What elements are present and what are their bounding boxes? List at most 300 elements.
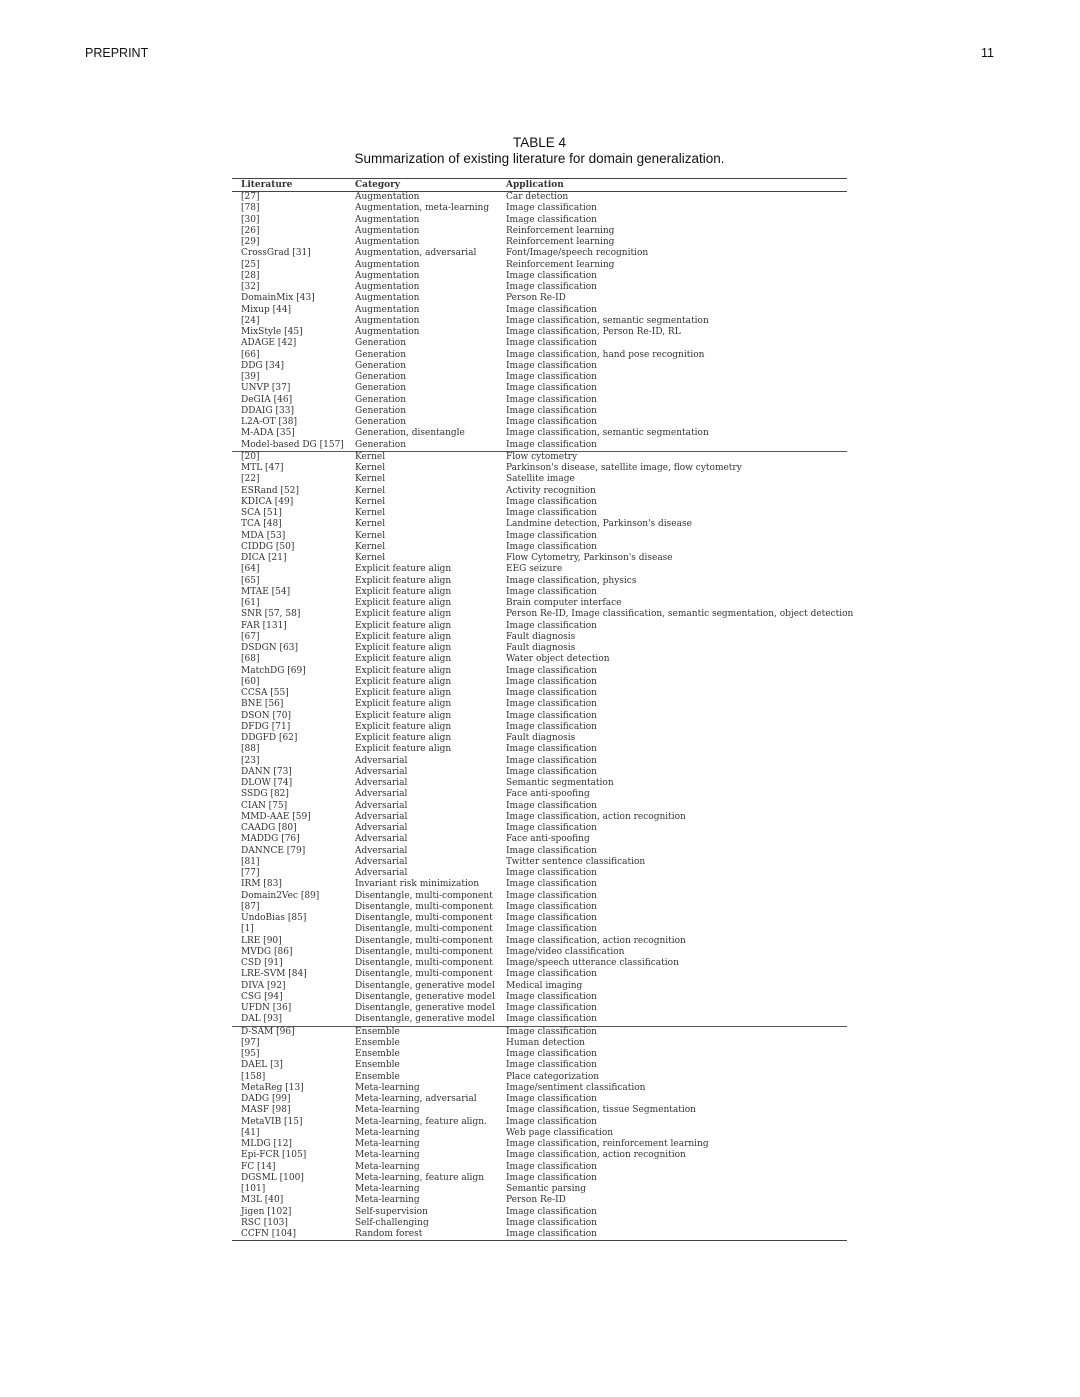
cell-literature: Domain2Vec [89] [241, 890, 320, 901]
cell-category: Meta-learning, feature align [355, 1172, 484, 1183]
table-row [232, 711, 847, 722]
cell-application: Image classification [506, 1049, 597, 1059]
cell-literature: [64] [241, 564, 260, 575]
cell-application: Twitter sentence classification [506, 856, 646, 867]
cell-literature: [29] [241, 237, 260, 247]
cell-application: Image classification [506, 338, 597, 349]
cell-literature: [41] [241, 1127, 260, 1138]
cell-application: Image classification [506, 372, 597, 382]
cell-literature: [87] [241, 901, 260, 912]
cell-application: Reinforcement learning [506, 259, 615, 270]
cell-application: Place categorization [506, 1071, 600, 1082]
cell-application: Image classification [506, 439, 597, 450]
cell-category: Adversarial [355, 811, 408, 822]
cell-application: Image classification, tissue Segmentation [506, 1105, 696, 1116]
cell-category: Generation [355, 439, 407, 450]
cell-application: Image classification [506, 913, 597, 923]
cell-literature: [25] [241, 259, 260, 270]
cell-category: Explicit feature align [355, 699, 452, 710]
cell-category: Kernel [355, 463, 386, 473]
cell-application: Image classification [506, 879, 597, 890]
cell-category: Augmentation [355, 304, 420, 315]
table-row [232, 879, 847, 890]
cell-application: Car detection [506, 192, 569, 202]
cell-literature: [24] [241, 315, 260, 326]
cell-literature: DANNCE [79] [241, 845, 306, 856]
cell-category: Explicit feature align [355, 586, 452, 597]
cell-application: Image classification [506, 1161, 597, 1172]
cell-category: Kernel [355, 541, 386, 552]
cell-application: Image classification [506, 721, 597, 732]
table-row [232, 1003, 847, 1014]
cell-literature: TCA [48] [241, 519, 282, 530]
table-row [232, 531, 847, 542]
cell-category: Meta-learning [355, 1195, 420, 1206]
cell-literature: [66] [241, 349, 260, 360]
cell-application: Image classification [506, 744, 597, 755]
cell-category: Disentangle, generative model [355, 991, 495, 1002]
cell-literature: [60] [241, 676, 260, 687]
table-row [232, 1229, 847, 1240]
cell-category: Generation [355, 349, 407, 360]
table-caption: Summarization of existing literature for domain generalization. [354, 151, 725, 166]
table-row [232, 1105, 847, 1116]
cell-literature: DAL [93] [241, 1014, 283, 1025]
cell-category: Self-supervision [355, 1206, 428, 1217]
cell-application: Fault diagnosis [506, 631, 576, 642]
cell-category: Explicit feature align [355, 631, 452, 642]
cell-literature: DDGFD [62] [241, 733, 298, 743]
cell-application: Person Re-ID, Image classification, semantic segmentation, object detection [506, 609, 854, 620]
cell-literature: [26] [241, 225, 260, 236]
table-row [232, 226, 847, 237]
cell-category: Disentangle, multi-component [355, 935, 493, 946]
cell-category: Random forest [355, 1229, 423, 1239]
cell-category: Augmentation [355, 259, 420, 270]
table-row [232, 474, 847, 485]
cell-application: Image classification [506, 890, 597, 901]
cell-category: Meta-learning, adversarial [355, 1094, 477, 1104]
table-row [232, 576, 847, 587]
cell-application: Image classification [506, 282, 597, 292]
table-row [232, 1195, 847, 1206]
cell-literature: DDG [34] [241, 360, 284, 371]
cell-category: Disentangle, multi-component [355, 913, 493, 923]
cell-literature: BNE [56] [241, 699, 284, 710]
cell-literature: [88] [241, 744, 260, 755]
cell-literature: [61] [241, 598, 260, 608]
cell-application: Image classification [506, 541, 597, 552]
cell-category: Augmentation [355, 225, 420, 236]
cell-category: Explicit feature align [355, 654, 452, 665]
cell-application: Brain computer interface [506, 598, 622, 608]
table-row [232, 891, 847, 902]
cell-application: Image classification [506, 688, 597, 698]
cell-application: Image/video classification [506, 946, 625, 957]
cell-literature: [28] [241, 270, 260, 281]
cell-literature: LRE [90] [241, 935, 282, 946]
cell-literature: MDA [53] [241, 530, 286, 541]
table-row [232, 428, 847, 439]
cell-category: Kernel [355, 474, 386, 485]
cell-application: Image/sentiment classification [506, 1082, 646, 1093]
table-row [232, 215, 847, 226]
cell-application: Image classification [506, 991, 597, 1002]
cell-literature: [27] [241, 192, 260, 202]
cell-category: Invariant risk minimization [355, 879, 480, 890]
cell-application: Image classification [506, 417, 597, 427]
cell-literature: [101] [241, 1184, 266, 1194]
table-row [232, 1038, 847, 1049]
cell-application: Image classification [506, 755, 597, 766]
cell-application: Image classification [506, 405, 597, 416]
cell-literature: Model-based DG [157] [241, 439, 344, 450]
table-row [232, 1173, 847, 1184]
table-row [232, 1139, 847, 1150]
table-row [232, 293, 847, 304]
table-row [232, 666, 847, 677]
cell-application: Image classification [506, 800, 597, 811]
table-row [232, 654, 847, 665]
cell-literature: DIVA [92] [241, 980, 286, 991]
table-row [232, 969, 847, 980]
cell-application: Image classification [506, 710, 597, 721]
cell-category: Ensemble [355, 1037, 400, 1048]
cell-category: Meta-learning [355, 1139, 420, 1149]
cell-literature: SNR [57, 58] [241, 609, 301, 620]
cell-category: Disentangle, multi-component [355, 890, 493, 901]
table-row [232, 699, 847, 710]
cell-application: Parkinson's disease, satellite image, flow cytometry [506, 463, 742, 473]
cell-application: Image classification [506, 1060, 597, 1071]
cell-literature: FAR [131] [241, 620, 287, 631]
table-row [232, 542, 847, 553]
table-row [232, 361, 847, 372]
cell-application: Image classification [506, 1217, 597, 1228]
cell-application: Image classification [506, 620, 597, 631]
cell-literature: L2A-OT [38] [241, 417, 297, 427]
cell-category: Explicit feature align [355, 733, 452, 743]
cell-literature: MetaVIB [15] [241, 1116, 303, 1127]
cell-application: Face anti-spoofing [506, 789, 590, 800]
table-row [232, 1184, 847, 1195]
cell-application: Image classification [506, 845, 597, 856]
cell-application: Image classification [506, 304, 597, 315]
table-row [232, 463, 847, 474]
cell-literature: CSG [94] [241, 991, 283, 1002]
cell-application: Image/speech utterance classification [506, 958, 679, 968]
cell-application: Person Re-ID [506, 1195, 566, 1206]
table-row [232, 677, 847, 688]
cell-application: Semantic parsing [506, 1184, 587, 1194]
cell-category: Disentangle, multi-component [355, 969, 493, 980]
table-row [232, 508, 847, 519]
cell-category: Explicit feature align [355, 744, 452, 755]
cell-literature: RSC [103] [241, 1217, 288, 1228]
table-row [232, 621, 847, 632]
cell-literature: FC [14] [241, 1161, 276, 1172]
cell-category: Disentangle, multi-component [355, 946, 493, 957]
cell-application: Image classification, semantic segmentation [506, 315, 709, 326]
table-row [232, 744, 847, 755]
cell-category: Disentangle, generative model [355, 1003, 495, 1013]
table-header-row [232, 179, 847, 191]
cell-category: Kernel [355, 485, 386, 496]
table-row [232, 248, 847, 259]
table-row [232, 372, 847, 383]
cell-literature: ADAGE [42] [241, 338, 297, 349]
cell-category: Explicit feature align [355, 564, 452, 575]
cell-application: Image classification [506, 270, 597, 281]
running-header: PREPRINT [85, 46, 149, 60]
table-row [232, 1128, 847, 1139]
cell-literature: DADG [99] [241, 1094, 291, 1104]
cell-literature: MVDG [86] [241, 946, 293, 957]
cell-application: Medical imaging [506, 980, 583, 991]
cell-application: Image classification [506, 1026, 597, 1037]
table-row [232, 271, 847, 282]
cell-application: Satellite image [506, 474, 575, 485]
cell-category: Generation [355, 383, 407, 394]
cell-literature: IRM [83] [241, 879, 282, 890]
cell-literature: Jigen [102] [241, 1206, 292, 1217]
cell-application: Reinforcement learning [506, 225, 615, 236]
table-row [232, 350, 847, 361]
cell-literature: DDAIG [33] [241, 405, 295, 416]
cell-category: Augmentation, adversarial [355, 248, 477, 259]
table-row [232, 902, 847, 913]
cell-application: Person Re-ID [506, 293, 566, 304]
cell-application: Reinforcement learning [506, 237, 615, 247]
cell-category: Meta-learning [355, 1150, 420, 1161]
cell-category: Augmentation [355, 293, 420, 304]
table-row [232, 1026, 847, 1038]
literature-table [232, 178, 854, 1241]
cell-category: Adversarial [355, 868, 408, 878]
cell-application: Activity recognition [506, 485, 596, 496]
cell-category: Disentangle, multi-component [355, 901, 493, 912]
cell-category: Adversarial [355, 856, 408, 867]
table-row [232, 406, 847, 417]
cell-application: Image classification [506, 1172, 597, 1183]
cell-application: Image classification [506, 823, 597, 833]
table-row [232, 857, 847, 868]
cell-category: Explicit feature align [355, 598, 452, 608]
cell-category: Ensemble [355, 1049, 400, 1059]
cell-application: Image classification [506, 508, 597, 518]
cell-literature: DFDG [71] [241, 721, 291, 732]
cell-application: Image classification [506, 665, 597, 676]
cell-literature: DANN [73] [241, 766, 292, 777]
cell-category: Disentangle, generative model [355, 980, 495, 991]
cell-application: Image classification [506, 1094, 597, 1104]
table-row [232, 282, 847, 293]
cell-category: Kernel [355, 553, 386, 563]
cell-application: Landmine detection, Parkinson's disease [506, 519, 692, 530]
cell-category: Kernel [355, 508, 386, 518]
table-row [232, 451, 847, 463]
table-row [232, 733, 847, 744]
cell-category: Meta-learning [355, 1105, 420, 1116]
cell-category: Augmentation [355, 282, 420, 292]
cell-literature: [20] [241, 451, 260, 462]
table-row [232, 1072, 847, 1083]
cell-literature: CCSA [55] [241, 688, 289, 698]
table-row [232, 486, 847, 497]
cell-category: Augmentation [355, 214, 420, 225]
cell-literature: [67] [241, 631, 260, 642]
cell-category: Adversarial [355, 845, 408, 856]
cell-application: Image classification [506, 203, 597, 214]
cell-literature: [81] [241, 856, 260, 867]
bottom-rule [232, 1240, 847, 1241]
table-row [232, 553, 847, 564]
table-row [232, 958, 847, 969]
cell-application: Image classification [506, 868, 597, 878]
table-row [232, 1117, 847, 1128]
table-row [232, 992, 847, 1003]
cell-literature: DLOW [74] [241, 778, 293, 788]
cell-literature: CrossGrad [31] [241, 248, 311, 259]
cell-category: Augmentation [355, 327, 420, 337]
cell-literature: ESRand [52] [241, 485, 299, 496]
table-row [232, 587, 847, 598]
table-row [232, 947, 847, 958]
cell-literature: M3L [40] [241, 1195, 284, 1206]
cell-application: Web page classification [506, 1127, 614, 1138]
cell-application: Image classification [506, 766, 597, 777]
table-row [232, 598, 847, 609]
cell-application: Image classification, reinforcement learning [506, 1139, 709, 1149]
cell-literature: SSDG [82] [241, 789, 289, 800]
table-label: TABLE 4 [512, 135, 567, 150]
cell-literature: UndoBias [85] [241, 913, 307, 923]
cell-literature: CIDDG [50] [241, 541, 295, 552]
cell-category: Meta-learning [355, 1127, 420, 1138]
cell-category: Kernel [355, 519, 386, 530]
table-row [232, 722, 847, 733]
cell-category: Kernel [355, 451, 386, 462]
cell-application: Image classification, physics [506, 575, 637, 586]
table-body [232, 192, 854, 1240]
cell-category: Explicit feature align [355, 710, 452, 721]
cell-application: Flow Cytometry, Parkinson's disease [506, 553, 673, 563]
cell-category: Augmentation [355, 270, 420, 281]
cell-literature: Mixup [44] [241, 304, 292, 315]
cell-literature: [39] [241, 372, 260, 382]
table-row [232, 237, 847, 248]
cell-application: Image classification [506, 1229, 597, 1239]
cell-literature: [23] [241, 755, 260, 766]
cell-literature: [77] [241, 868, 260, 878]
cell-category: Generation [355, 405, 407, 416]
cell-category: Meta-learning, feature align. [355, 1116, 487, 1127]
cell-category: Generation [355, 394, 407, 405]
table-row [232, 834, 847, 845]
table-row [232, 395, 847, 406]
cell-application: Font/Image/speech recognition [506, 248, 649, 259]
cell-application: Image classification [506, 1116, 597, 1127]
column-header-literature: Literature [241, 180, 293, 190]
table-row [232, 1162, 847, 1173]
table-row [232, 767, 847, 778]
cell-category: Adversarial [355, 766, 408, 777]
cell-category: Disentangle, generative model [355, 1014, 495, 1025]
cell-literature: [158] [241, 1071, 266, 1082]
table-row [232, 643, 847, 654]
column-header-application: Application [506, 180, 564, 190]
cell-literature: [30] [241, 214, 260, 225]
table-row [232, 338, 847, 349]
cell-literature: DGSML [100] [241, 1172, 304, 1183]
cell-category: Meta-learning [355, 1184, 420, 1194]
table-row [232, 688, 847, 699]
table-row [232, 1150, 847, 1161]
cell-literature: D-SAM [96] [241, 1026, 295, 1037]
cell-category: Disentangle, multi-component [355, 958, 493, 968]
table-row [232, 440, 847, 451]
cell-literature: [22] [241, 474, 260, 485]
cell-category: Ensemble [355, 1060, 400, 1071]
cell-literature: MatchDG [69] [241, 665, 306, 676]
cell-literature: KDICA [49] [241, 496, 294, 507]
table-row [232, 1083, 847, 1094]
cell-literature: [97] [241, 1037, 260, 1048]
table-row [232, 936, 847, 947]
cell-application: Image classification [506, 676, 597, 687]
cell-application: Image classification [506, 360, 597, 371]
cell-application: Image classification, action recognition [506, 935, 686, 946]
table-row [232, 756, 847, 767]
table-row [232, 203, 847, 214]
table-row [232, 801, 847, 812]
cell-application: Fault diagnosis [506, 643, 576, 653]
table-row [232, 316, 847, 327]
cell-application: Image classification [506, 530, 597, 541]
cell-application: Fault diagnosis [506, 733, 576, 743]
cell-category: Explicit feature align [355, 575, 452, 586]
cell-literature: CIAN [75] [241, 800, 288, 811]
cell-category: Explicit feature align [355, 643, 452, 653]
cell-literature: MTAE [54] [241, 586, 291, 597]
cell-literature: CCFN [104] [241, 1229, 296, 1239]
cell-literature: DSON [70] [241, 710, 291, 721]
table-row [232, 497, 847, 508]
cell-literature: [65] [241, 575, 260, 586]
cell-literature: MMD-AAE [59] [241, 811, 311, 822]
cell-category: Generation [355, 417, 407, 427]
table-row [232, 327, 847, 338]
cell-application: Semantic segmentation [506, 778, 614, 788]
table-row [232, 924, 847, 935]
table-row [232, 778, 847, 789]
table-row [232, 383, 847, 394]
table-row [232, 609, 854, 620]
cell-category: Generation [355, 372, 407, 382]
cell-category: Adversarial [355, 800, 408, 811]
table-row [232, 260, 847, 271]
table-row [232, 981, 847, 992]
table-row [232, 1014, 847, 1025]
cell-category: Adversarial [355, 778, 408, 788]
cell-application: Image classification [506, 383, 597, 394]
cell-category: Generation [355, 338, 407, 349]
cell-category: Meta-learning [355, 1161, 420, 1172]
cell-application: Flow cytometry [506, 451, 578, 462]
cell-application: Water object detection [506, 654, 610, 665]
table-row [232, 1049, 847, 1060]
cell-literature: MetaReg [13] [241, 1082, 304, 1093]
